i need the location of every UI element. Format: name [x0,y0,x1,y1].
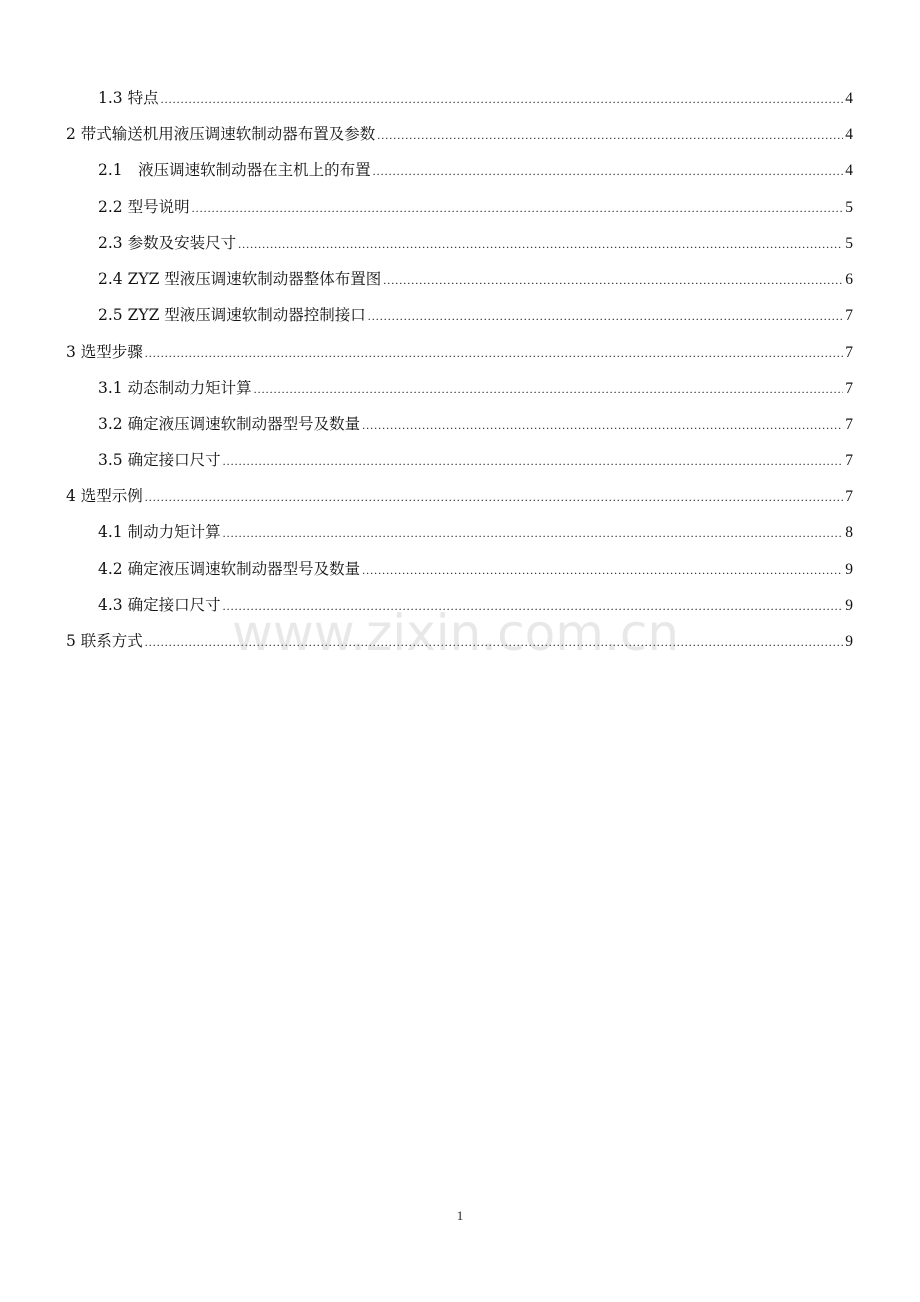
toc-entry-label: 4.3 确定接口尺寸 [98,596,221,614]
toc-entry-label: 2.2 型号说明 [98,198,190,216]
toc-leader-dots [145,341,843,365]
toc-entry[interactable] [66,122,853,146]
toc-leader-dots [383,268,843,292]
toc-entry[interactable] [66,484,853,508]
toc-entry-page: 4 [845,126,853,143]
toc-entry-label: 4.1 制动力矩计算 [98,523,221,541]
toc-entry-label: 4.2 确定液压调速软制动器型号及数量 [98,560,361,578]
toc-entry-page: 9 [845,633,853,650]
toc-entry-label: 2 带式输送机用液压调速软制动器布置及参数 [66,125,376,143]
toc-entry-label: 2.4 ZYZ 型液压调速软制动器整体布置图 [98,270,382,288]
toc-entry[interactable] [98,412,853,436]
toc-leader-dots [254,377,844,401]
toc-entry-page: 7 [845,344,853,361]
toc-entry-page: 8 [845,524,853,541]
toc-entry-page: 9 [845,561,853,578]
toc-entry-label: 1.3 特点 [98,89,159,107]
toc-entry-page: 7 [845,488,853,505]
toc-leader-dots [373,159,844,183]
toc-entry-label: 3 选型步骤 [66,343,143,361]
toc-entry[interactable] [98,376,853,400]
toc-entry-page: 7 [845,380,853,397]
toc-leader-dots [223,521,844,545]
toc-entry[interactable] [98,231,853,255]
toc-entry-label: 3.5 确定接口尺寸 [98,451,221,469]
page-number: 1 [456,1208,464,1223]
toc-entry-page: 4 [845,162,853,179]
toc-entry-page: 7 [845,452,853,469]
toc-entry[interactable] [98,448,853,472]
toc-entry[interactable] [98,303,853,327]
toc-leader-dots [161,87,844,111]
toc-entry[interactable] [98,86,853,110]
toc-leader-dots [362,413,843,437]
toc-entry[interactable] [98,557,853,581]
toc-entry-page: 9 [845,597,853,614]
toc-entry-label: 5 联系方式 [66,632,143,650]
toc-entry-page: 7 [845,416,853,433]
toc-entry[interactable] [98,195,853,219]
toc-leader-dots [145,485,843,509]
toc-entry-page: 5 [845,235,853,252]
toc-entry-label: 2.5 ZYZ 型液压调速软制动器控制接口 [98,306,366,324]
toc-entry-page: 5 [845,199,853,216]
toc-entry-page: 7 [845,307,853,324]
toc-entry-label: 3.1 动态制动力矩计算 [98,379,252,397]
watermark: www.zixin.com.cn [232,604,680,662]
toc-leader-dots [377,123,843,147]
toc-leader-dots [238,232,843,256]
toc-entry-page: 6 [845,271,853,288]
toc-entry[interactable] [98,520,853,544]
toc-entry[interactable] [98,267,853,291]
toc-entry-label: 2.3 参数及安装尺寸 [98,234,237,252]
toc-entry-label: 4 选型示例 [66,487,143,505]
toc-entry[interactable] [98,158,853,182]
toc-entry[interactable] [66,340,853,364]
toc-leader-dots [368,304,843,328]
toc-entry-page: 4 [845,90,853,107]
toc-leader-dots [223,449,844,473]
toc-entry-label: 2.1 液压调速软制动器在主机上的布置 [98,161,371,179]
toc-leader-dots [362,558,843,582]
toc-leader-dots [192,196,844,220]
toc-entry-label: 3.2 确定液压调速软制动器型号及数量 [98,415,361,433]
